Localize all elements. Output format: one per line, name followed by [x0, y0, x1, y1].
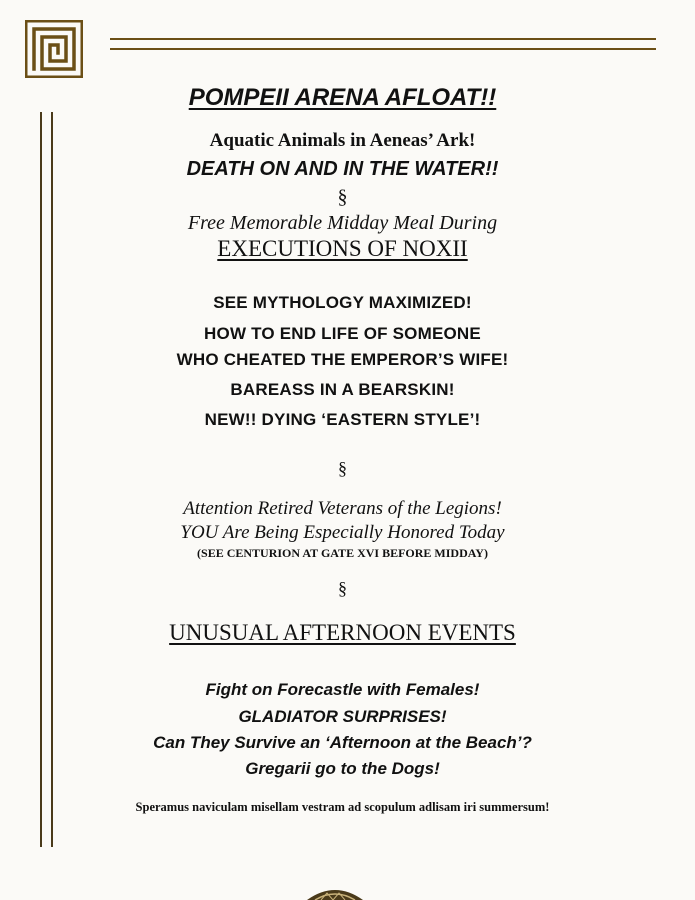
latin-motto: Speramus naviculam misellam vestram ad scopulum adlisam iri summersum! [135, 800, 550, 814]
aquatic-line: Aquatic Animals in Aeneas’ Ark! [209, 130, 476, 151]
honored-line: YOU Are Being Especially Honored Today [180, 522, 505, 543]
left-rule-outer [40, 112, 42, 847]
section-mark: § [338, 578, 347, 598]
unusual-heading: UNUSUAL AFTERNOON EVENTS [169, 620, 516, 645]
event-item: GLADIATOR SURPRISES! [238, 707, 447, 726]
executions-heading: EXECUTIONS OF NOXII [217, 236, 468, 261]
section-mark: § [337, 186, 348, 208]
highlight-item: HOW TO END LIFE OF SOMEONE [204, 324, 481, 343]
greek-key-icon [25, 20, 83, 78]
highlight-item: BAREASS IN A BEARSKIN! [230, 380, 455, 399]
event-item: Fight on Forecastle with Females! [205, 680, 480, 699]
centurion-note: (SEE CENTURION AT GATE XVI BEFORE MIDDAY) [197, 546, 488, 560]
top-rule-lower [110, 48, 656, 50]
ship-emblem-icon [305, 884, 365, 900]
left-rule-inner [51, 112, 53, 847]
highlight-item: SEE MYTHOLOGY MAXIMIZED! [213, 293, 472, 312]
section-mark: § [338, 458, 347, 478]
meal-line: Free Memorable Midday Meal During [187, 212, 498, 234]
event-item: Gregarii go to the Dogs! [245, 759, 440, 778]
poster-title: POMPEII ARENA AFLOAT!! [188, 84, 497, 111]
attention-line: Attention Retired Veterans of the Legions! [183, 498, 502, 519]
highlight-item: NEW!! DYING ‘EASTERN STYLE’! [204, 410, 481, 429]
top-rule-upper [110, 38, 656, 40]
death-line: DEATH ON AND IN THE WATER!! [186, 158, 499, 180]
highlight-item: WHO CHEATED THE EMPEROR’S WIFE! [176, 350, 509, 369]
event-item: Can They Survive an ‘Afternoon at the Beach’? [153, 733, 532, 752]
